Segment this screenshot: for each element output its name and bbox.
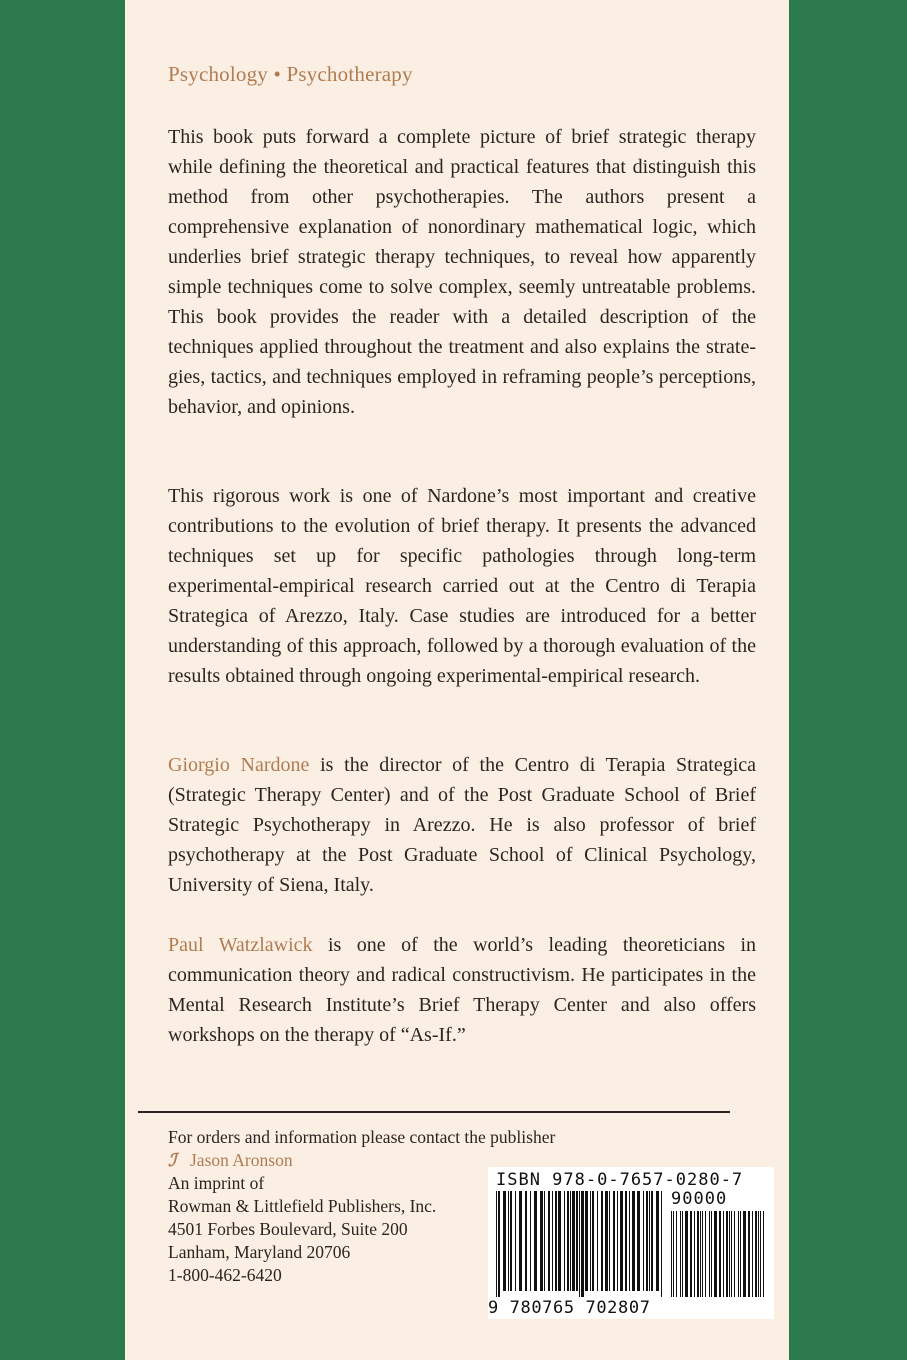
barcode-bar xyxy=(510,1191,512,1291)
barcode-bar xyxy=(525,1191,527,1291)
author-bio-watzlawick xyxy=(168,930,756,1050)
barcode-bar xyxy=(609,1191,610,1291)
barcode-bar xyxy=(572,1191,575,1291)
barcode-bar xyxy=(629,1191,630,1291)
barcode-bar xyxy=(709,1211,710,1297)
barcode-bar xyxy=(515,1191,516,1291)
barcode-bar xyxy=(585,1191,588,1291)
barcode-bar xyxy=(763,1211,764,1297)
barcode-bar xyxy=(673,1211,674,1297)
description-paragraph-1: This book puts forward a complete picture of brief strategic therapy while defining the theoretical and practical features that distinguish this method from other psychotherapies. The authors present a comprehensive explanation of nonordinary mathematical logic, which underlies brief strategic therapy techniques, to reveal how apparently simple techniques come to solve complex, seemly untreatable problems. This book provides the reader with a detailed description of the techniques applied throughout the treatment and also explains the strategies, tactics, and techniques employed in reframing people’s perceptions, behavior, and opinions. xyxy=(168,126,756,418)
barcode-bar xyxy=(671,1211,672,1297)
barcode-bar xyxy=(676,1211,677,1297)
barcode-bar xyxy=(617,1191,618,1291)
barcode-bar xyxy=(646,1191,648,1291)
barcode-bar xyxy=(564,1191,565,1291)
barcode-bar xyxy=(752,1211,753,1297)
barcode-bar xyxy=(731,1211,732,1297)
barcode-bar xyxy=(590,1191,591,1291)
barcode-bar xyxy=(601,1191,603,1291)
barcode-bar xyxy=(702,1211,703,1297)
barcode-bar xyxy=(605,1191,608,1291)
publisher-street: 4501 Forbes Boulevard, Suite 200 xyxy=(168,1219,408,1239)
publisher-city: Lanham, Maryland 20706 xyxy=(168,1242,351,1262)
barcode-bar xyxy=(729,1211,730,1297)
imprint-name: Jason Aronson xyxy=(190,1150,293,1170)
barcode-bar xyxy=(555,1191,557,1291)
addon-bars xyxy=(671,1211,767,1297)
barcode-bar xyxy=(690,1211,692,1297)
author-bio-text-nardone: is the director of the Centro di Terapia Strategica (Strategic Therapy Center) and of the Post Graduate School of Brief Strategic Psychotherapy in Arezzo. He is also professor of brief psychotherapy at the Post Graduate School of Clinical Psychology, University of Siena, Italy. xyxy=(168,754,757,896)
barcode-bar xyxy=(508,1191,509,1291)
barcode-bar xyxy=(643,1191,644,1291)
barcode-bar xyxy=(697,1211,699,1297)
barcode-bar xyxy=(519,1191,522,1291)
barcode-bar xyxy=(552,1191,553,1291)
barcode-bar xyxy=(651,1191,653,1291)
barcode-bar xyxy=(613,1191,615,1291)
barcode-bar xyxy=(567,1191,569,1291)
barcode-bar xyxy=(496,1191,497,1297)
barcode-bar xyxy=(682,1211,683,1297)
barcode-bar xyxy=(579,1191,580,1297)
barcode-bar xyxy=(758,1211,759,1297)
barcode-bar xyxy=(656,1191,659,1291)
barcode-bar xyxy=(755,1211,757,1297)
publisher-phone: 1-800-462-6420 xyxy=(168,1265,282,1285)
publisher-company: Rowman & Littlefield Publishers, Inc. xyxy=(168,1196,437,1216)
jason-aronson-logo-icon: ℐ xyxy=(168,1150,177,1170)
barcode-bar xyxy=(534,1191,537,1291)
barcode-bar xyxy=(498,1191,500,1297)
barcode-bar xyxy=(576,1191,578,1291)
author-name-nardone: Giorgio Nardone xyxy=(168,754,310,776)
barcode-bar xyxy=(544,1191,545,1291)
barcode-bar xyxy=(740,1211,741,1297)
barcode-bar xyxy=(548,1191,550,1291)
barcode-bar xyxy=(592,1191,594,1291)
barcode-bar xyxy=(570,1191,571,1291)
imprint-of: An imprint of xyxy=(168,1173,265,1193)
barcode-bar xyxy=(726,1211,728,1297)
barcode-bar xyxy=(719,1211,721,1297)
barcode-bar xyxy=(694,1211,695,1297)
barcode-bar xyxy=(597,1191,598,1291)
barcode-bar xyxy=(540,1191,543,1291)
category-label: Psychology • Psychotherapy xyxy=(168,62,413,86)
ean-digits: 9 780765 702807 xyxy=(488,1298,651,1318)
barcode-bar xyxy=(711,1211,712,1297)
barcode-bar xyxy=(714,1211,717,1297)
barcode-bar xyxy=(661,1191,662,1297)
barcode-bar xyxy=(734,1211,735,1297)
barcode-bar xyxy=(632,1191,635,1291)
price-code: 90000 xyxy=(671,1189,728,1209)
barcode-bar xyxy=(760,1211,761,1297)
barcode-bar xyxy=(581,1191,584,1297)
ean-bars xyxy=(496,1191,664,1297)
barcode-bar xyxy=(748,1211,750,1297)
barcode-bar xyxy=(738,1211,739,1297)
barcode-bar xyxy=(530,1191,531,1291)
barcode-bar xyxy=(620,1191,623,1291)
back-cover xyxy=(125,0,789,1360)
barcode-bar xyxy=(637,1191,640,1291)
barcode-bar xyxy=(558,1191,561,1291)
publisher-contact: For orders and information please contact the publisher xyxy=(168,1127,556,1147)
isbn-label: ISBN 978-0-7657-0280-7 xyxy=(496,1170,744,1190)
barcode-bar xyxy=(723,1211,724,1297)
author-name-watzlawick: Paul Watzlawick xyxy=(168,934,313,956)
barcode-bar xyxy=(705,1211,706,1297)
divider-rule xyxy=(138,1111,730,1113)
author-bio-text-watzlawick: is one of the world’s leading theoreticians in communication theory and radical constructivism. He participates in the Mental Research Institute’s Brief Therapy Center and also offers workshops on the therapy of “As-If.” xyxy=(168,934,757,1046)
barcode-bar xyxy=(680,1211,681,1297)
barcode-bar xyxy=(685,1211,688,1297)
author-bio-nardone xyxy=(168,750,756,900)
barcode-bar xyxy=(649,1191,650,1291)
description-paragraph-2: This rigorous work is one of Nardone’s most important and creative contributions to the evolution of brief therapy. It presents the advanced techniques set up for specific pathologies through long-term experimental-empirical research carried out at the Centro di Terapia Strategica of Arezzo, Italy. Case studies are introduced for a better understanding of this approach, followed by a thorough evaluation of the results obtained through ongoing experimental-empirical research. xyxy=(168,485,756,687)
barcode-bar xyxy=(743,1211,746,1297)
barcode-bar xyxy=(700,1211,701,1297)
barcode-bar xyxy=(503,1191,506,1291)
barcode-bar xyxy=(625,1191,627,1291)
isbn-barcode xyxy=(488,1167,774,1319)
